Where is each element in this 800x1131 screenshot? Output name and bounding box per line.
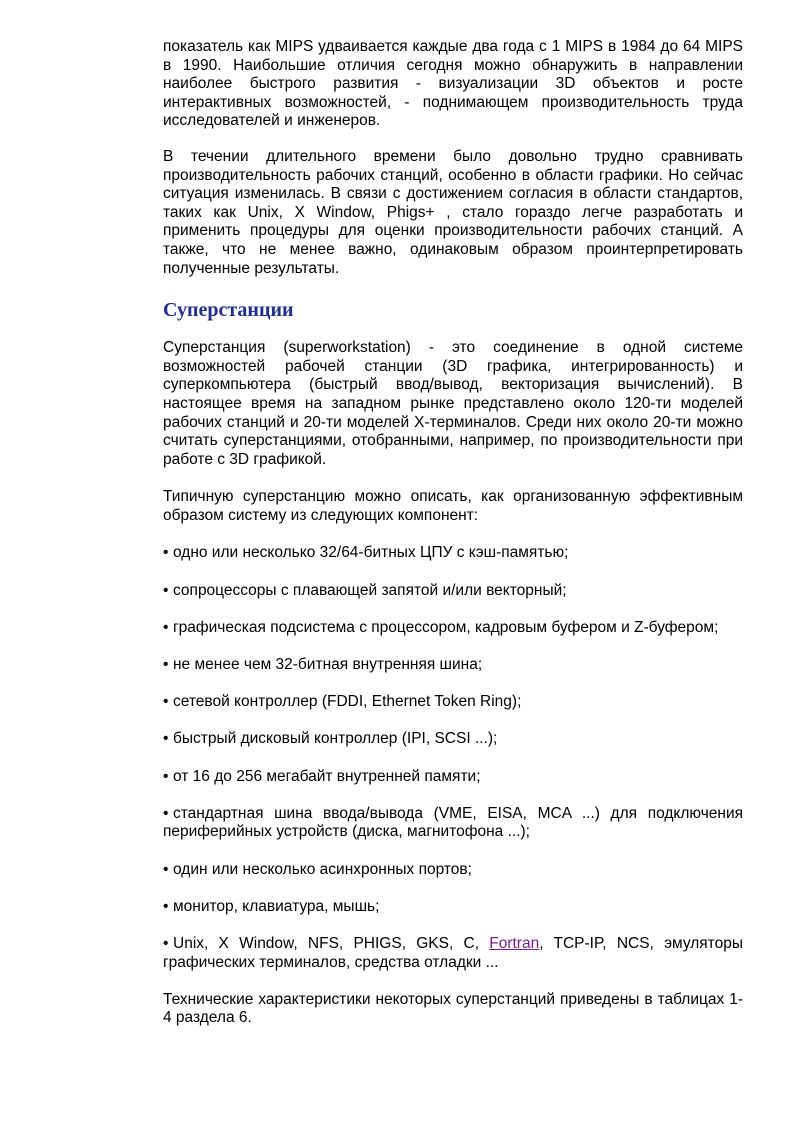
bullet-icon: • [163,544,169,562]
software-text-before: Unix, X Window, NFS, PHIGS, GKS, C, [173,934,490,952]
software-text-after: , TCP-IP, NCS, эмуляторы графических терминалов, средства отладки ... [163,934,743,971]
list-item-text: от 16 до 256 мегабайт внутренней памяти; [173,767,481,785]
list-item [163,768,743,787]
bullet-icon: • [163,804,169,822]
paragraph-superworkstation-definition: Суперстанция (superworkstation) - это соединение в одной системе возможностей рабочей станции (3D графика, интегрированность) и суперкомпьютера (быстрый ввод/вывод, векторизация вычислений). В настоящее время на западном рынке представлено около 120-ти моделей рабочих станций и 20-ти моделей X-терминалов. Среди них около 20-ти можно считать суперстанциями, отобранными, например, по производительности при работе с 3D графикой. [163,339,743,468]
list-item [163,656,743,675]
components-list [163,544,743,972]
bullet-icon: • [163,581,169,599]
list-item-text: не менее чем 32-битная внутренняя шина; [173,656,483,674]
fortran-link[interactable]: Fortran [489,934,540,952]
list-item [163,861,743,880]
list-item-text: сетевой контроллер (FDDI, Ethernet Token Ring); [173,693,522,711]
list-item-text: монитор, клавиатура, мышь; [173,897,380,915]
list-item-text: графическая подсистема с процессором, кадровым буфером и Z-буфером; [173,618,719,636]
list-item-text: стандартная шина ввода/вывода (VME, EISA, MCA ...) для подключения периферийных устройств (диска, магнитофона ...); [163,804,743,841]
list-item [163,805,743,842]
bullet-icon: • [163,618,169,636]
section-heading: Суперстанции [163,299,294,322]
document-page [163,38,743,1047]
bullet-icon: • [163,767,169,785]
list-item-text: одно или несколько 32/64-битных ЦПУ с кэш-памятью; [173,544,569,562]
list-item-text: сопроцессоры с плавающей запятой и/или векторный; [173,581,567,599]
paragraph-performance-comparison: В течении длительного времени было довольно трудно сравнивать производительность рабочих станций, особенно в области графики. Но сейчас ситуация изменилась. В связи с достижением согласия в области стандартов, таких как Unix, X Window, Phigs+ , стало гораздо легче разработать и применить процедуры для оценки производительности рабочих станций. А также, что не менее важно, одинаковым образом проинтерпретировать полученные результаты. [163,147,743,277]
list-item [163,544,743,563]
list-item-software [163,935,743,972]
paragraph-mips: показатель как MIPS удваивается каждые два года с 1 MIPS в 1984 до 64 MIPS в 1990. Наибольшие отличия сегодня можно обнаружить в направлении наиболее быстрого развития - визуализации 3D объектов и росте интерактивных возможностей, - поднимающем производительность труда исследователей и инженеров. [163,38,743,130]
list-item [163,582,743,601]
list-item-text: быстрый дисковый контроллер (IPI, SCSI ...); [173,730,498,748]
bullet-icon: • [163,730,169,748]
list-item [163,693,743,712]
list-item-text: один или несколько асинхронных портов; [173,860,472,878]
bullet-icon: • [163,693,169,711]
bullet-icon: • [163,934,169,952]
bullet-icon: • [163,860,169,878]
bullet-icon: • [163,656,169,674]
list-item [163,730,743,749]
bullet-icon: • [163,897,169,915]
paragraph-tables-reference: Технические характеристики некоторых суперстанций приведены в таблицах 1-4 раздела 6. [163,990,743,1027]
list-item [163,898,743,917]
list-item [163,619,743,638]
paragraph-components-intro: Типичную суперстанцию можно описать, как организованную эффективным образом систему из следующих компонент: [163,488,743,524]
